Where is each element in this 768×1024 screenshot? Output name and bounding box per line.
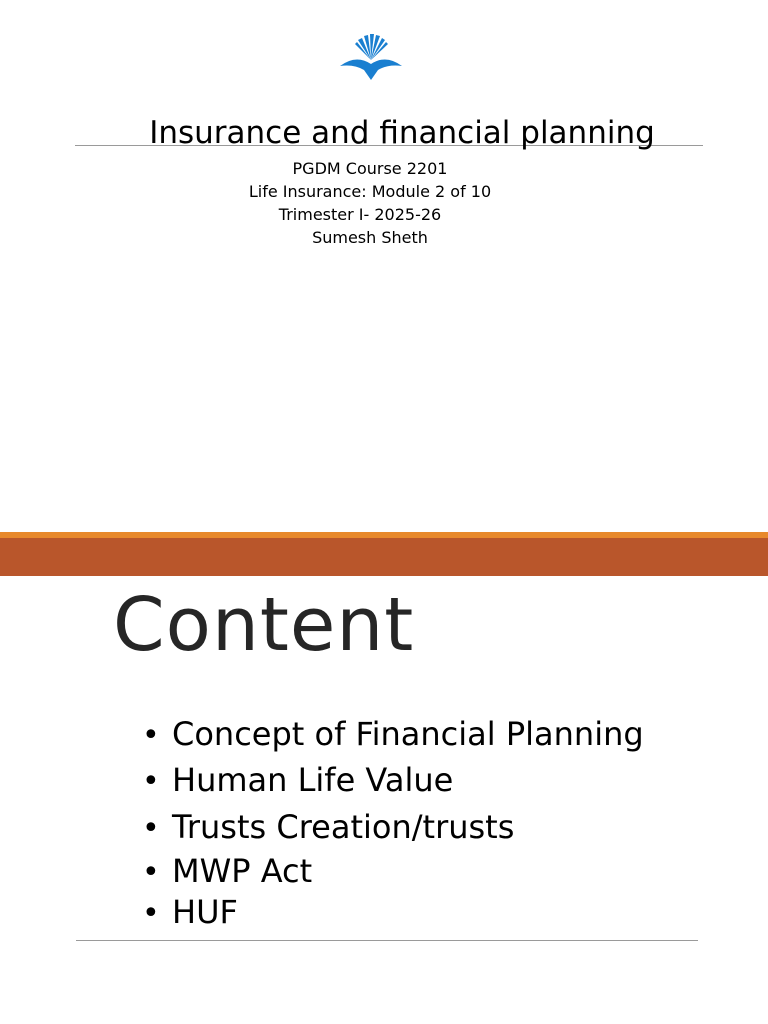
presenter-name: Sumesh Sheth [312,228,428,247]
bullet-glyph: • [142,896,160,931]
bullet-text: Human Life Value [172,761,454,799]
presentation-title: Insurance and financial planning [149,115,655,151]
bullet-glyph: • [142,855,160,890]
bullet-text: MWP Act [172,852,313,890]
bullet-glyph: • [142,718,160,753]
bullet-item [142,892,238,934]
module-info: Life Insurance: Module 2 of 10 [248,182,492,201]
bullet-item [142,807,514,849]
institution-logo-icon [338,30,404,82]
bullet-glyph: • [142,764,160,799]
bullet-glyph: • [142,811,160,846]
bullet-text: Concept of Financial Planning [172,715,644,753]
bullet-item [142,714,644,756]
trimester-info: Trimester I- 2025-26 [278,205,442,224]
slide-heading: Content [113,582,415,668]
bullet-item [142,851,312,893]
footer-divider [76,940,698,941]
bullet-text: HUF [172,893,238,931]
header-band [0,538,768,576]
bullet-item [142,760,453,802]
bullet-text: Trusts Creation/trusts [172,808,515,846]
course-code: PGDM Course 2201 [292,159,448,178]
